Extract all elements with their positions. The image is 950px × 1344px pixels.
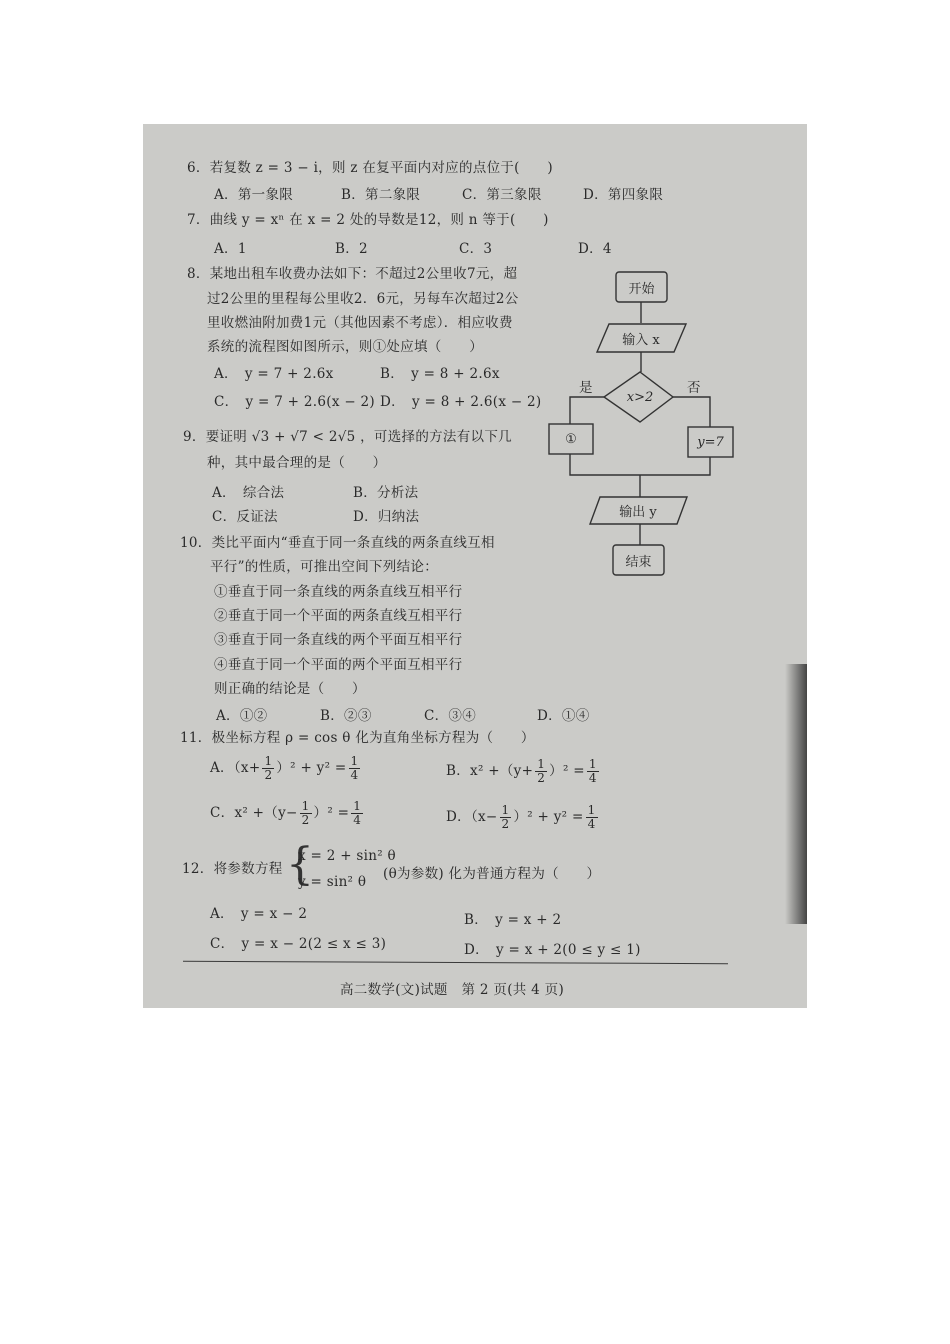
q11-d-post: ）² + y² =: [513, 809, 584, 825]
q11-c-label: C．: [210, 805, 235, 821]
q11-a-num: 1: [264, 754, 273, 768]
q9-option-d: D．归纳法: [353, 509, 420, 525]
q12-pre: 12．将参数方程: [182, 861, 283, 877]
flow-edge-yes: [570, 397, 604, 424]
q10-option-c: C．③④: [424, 708, 477, 724]
flow-cond-label: x>2: [626, 389, 654, 405]
q11-b-num: 1: [537, 757, 546, 771]
q11-b-pre: x² +（y+: [470, 763, 534, 779]
q11-a-label: A．: [210, 760, 234, 776]
q12-brace: {: [286, 839, 314, 890]
q11-d-den: 2: [501, 817, 510, 831]
q11-c-rden: 4: [353, 813, 362, 827]
q6-option-b: B．第二象限: [341, 187, 421, 203]
footer-page-info: 高二数学(文)试题 第 2 页(共 4 页): [340, 982, 565, 998]
q11-b-post: ）² =: [549, 763, 585, 779]
q7-option-c: C．3: [459, 241, 493, 257]
q6-option-a: A．第一象限: [214, 187, 294, 203]
q10-item-2: ②垂直于同一个平面的两条直线互相平行: [214, 608, 463, 624]
flow-yes-label: 是: [579, 380, 593, 396]
flow-end-label: 结束: [625, 554, 652, 570]
q7-stem: 7．曲线 y = xⁿ 在 x = 2 处的导数是12，则 n 等于( ): [187, 212, 549, 228]
flow-no-label: 否: [687, 380, 701, 396]
q10-option-a: A．①②: [216, 708, 268, 724]
q8-line-3: 里收燃油附加费1元（其他因素不考虑）．相应收费: [207, 315, 513, 331]
q11-d-rden: 4: [587, 817, 596, 831]
q12-post: (θ为参数) 化为普通方程为（ ）: [383, 866, 601, 882]
q9-option-a: A． 综合法: [212, 485, 285, 501]
q11-c-num: 1: [301, 799, 310, 813]
flow-output-label: 输出 y: [619, 505, 657, 520]
q8-line-4: 系统的流程图如图所示，则①处应填（ ）: [207, 339, 483, 355]
flow-blank-label: ①: [565, 431, 577, 447]
q11-b-label: B．: [446, 763, 471, 779]
flow-input-label: 输入 x: [622, 332, 660, 348]
q10-line-1: 10．类比平面内“垂直于同一条直线的两条直线互相: [180, 535, 495, 551]
q7-option-b: B．2: [335, 241, 368, 257]
q8-option-a: A． y = 7 + 2.6x: [214, 366, 334, 382]
q9-line-2: 种，其中最合理的是（ ）: [207, 455, 387, 471]
q11-a-den: 2: [264, 768, 273, 782]
q11-d-pre: （x−: [470, 809, 498, 825]
q12-eq-2: y = sin² θ: [298, 874, 367, 890]
q11-a-post: ）² + y² =: [276, 760, 347, 776]
q12-option-a: A． y = x − 2: [210, 906, 308, 922]
q10-ask: 则正确的结论是（ ）: [214, 681, 366, 697]
q6-option-c: C．第三象限: [462, 187, 542, 203]
q10-line-2: 平行”的性质，可推出空间下列结论：: [210, 559, 439, 575]
q11-c-post: ）² =: [313, 805, 350, 821]
q8-line-1: 8．某地出租车收费办法如下：不超过2公里收7元，超: [187, 266, 518, 282]
q6-stem: 6．若复数 z = 3 − i，则 z 在复平面内对应的点位于( ): [187, 160, 553, 176]
q6-option-d: D．第四象限: [583, 187, 664, 203]
q11-c-rnum: 1: [353, 799, 362, 813]
q11-d-rnum: 1: [587, 803, 596, 817]
q11-b-den: 2: [537, 771, 546, 785]
q11-d-num: 1: [501, 803, 510, 817]
q8-option-d: D． y = 8 + 2.6(x − 2): [380, 394, 542, 410]
q11-c-pre: x² +（y−: [234, 805, 298, 821]
q8-option-b: B． y = 8 + 2.6x: [380, 366, 500, 382]
q11-a-pre: （x+: [233, 760, 261, 776]
flow-edge-no: [673, 397, 710, 427]
q8-option-c: C． y = 7 + 2.6(x − 2): [214, 394, 375, 410]
q10-item-1: ①垂直于同一条直线的两条直线互相平行: [214, 584, 463, 600]
q11-c-den: 2: [301, 813, 310, 827]
q12-option-c: C． y = x − 2(2 ≤ x ≤ 3): [210, 936, 387, 952]
q12-eq-1: x = 2 + sin² θ: [298, 848, 396, 864]
q11-b-rnum: 1: [588, 757, 597, 771]
q11-a-rden: 4: [350, 768, 359, 782]
q9-option-b: B．分析法: [353, 485, 419, 501]
q12-option-b: B． y = x + 2: [464, 912, 562, 928]
q9-option-c: C．反证法: [212, 509, 278, 525]
q12-option-d: D． y = x + 2(0 ≤ y ≤ 1): [464, 942, 641, 958]
q9-line-1: 9．要证明 √3 + √7 < 2√5 ，可选择的方法有以下几: [183, 429, 512, 445]
q10-item-4: ④垂直于同一个平面的两个平面互相平行: [214, 657, 463, 673]
q11-b-rden: 4: [588, 771, 597, 785]
q10-option-b: B．②③: [320, 708, 372, 724]
q7-option-d: D．4: [578, 241, 612, 257]
q11-a-rnum: 1: [350, 754, 359, 768]
q11-d-label: D．: [446, 809, 471, 825]
q8-line-2: 过2公里的里程每公里收2．6元，另每车次超过2公: [207, 291, 519, 307]
flow-else-label: y=7: [697, 434, 724, 450]
q10-option-d: D．①④: [537, 708, 590, 724]
flow-start-label: 开始: [628, 281, 655, 297]
q10-item-3: ③垂直于同一条直线的两个平面互相平行: [214, 632, 463, 648]
q11-stem: 11．极坐标方程 ρ = cos θ 化为直角坐标方程为（ ）: [180, 730, 535, 746]
q7-option-a: A．1: [214, 241, 247, 257]
